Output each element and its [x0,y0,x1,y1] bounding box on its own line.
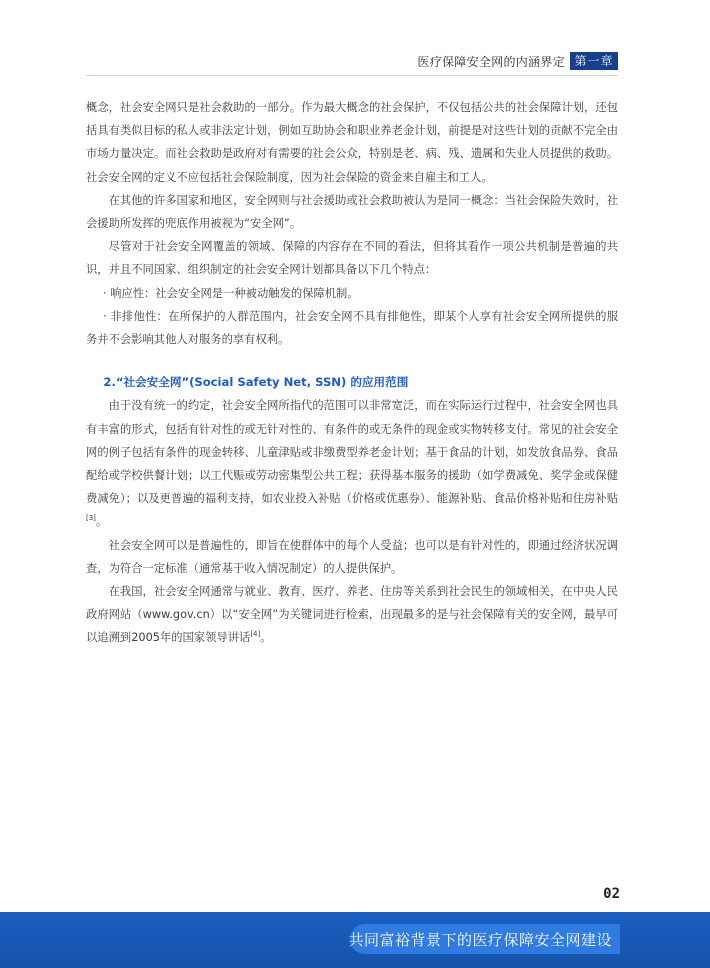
paragraph [86,580,618,650]
footer-band [0,912,710,968]
paragraph: 概念，社会安全网只是社会救助的一部分。作为最大概念的社会保护，不仅包括公共的社会保障计划，还包括具有类似目标的私人或非法定计划，例如互助协会和职业养老金计划，前提是对这些计划的贡献不完全由市场力量决定。而社会救助是政府对有需要的社会公众，特别是老、病、残、遗属和失业人员提供的救助。社会安全网的定义不应包括社会保险制度，因为社会保险的资金来自雇主和工人。 [86,101,618,184]
bullet-item: · 非排他性：在所保护的人群范围内，社会安全网不具有排他性，即某个人享有社会安全网所提供的服务并不会影响其他人对服务的享有权利。 [86,309,618,347]
bullet-item: · 响应性：社会安全网是一种被动触发的保障机制。 [102,286,359,300]
page-number: 02 [603,886,620,902]
paragraph-end: 。 [260,631,272,645]
paragraph [86,394,618,533]
body-text [86,96,618,650]
paragraph: 尽管对于社会安全网覆盖的领域、保障的内容存在不同的看法，但将其看作一项公共机制是普遍的共识，并且不同国家、组织制定的社会安全网计划都具备以下几个特点： [86,240,618,277]
chapter-badge: 第一章 [570,52,618,70]
running-header [0,48,710,74]
paragraph-end: 。 [95,515,108,529]
section-heading: 2.“社会安全网”(Social Safety Net, SSN) 的应用范围 [103,375,409,390]
paragraph: 社会安全网可以是普遍性的，即旨在使群体中的每个人受益；也可以是有针对性的，即通过经济状况调查，为符合一定标准（通常基于收入情况制定）的人提供保护。 [86,538,618,575]
paragraph: 在其他的许多国家和地区，安全网则与社会援助或社会救助被认为是同一概念：当社会保险失效时，社会援助所发挥的兜底作用被视为“安全网”。 [86,193,618,231]
header-divider [86,75,618,76]
footer-title: 共同富裕背景下的医疗保障安全网建设 [348,931,612,949]
citation-ref[interactable]: [3] [86,514,96,523]
citation-ref[interactable]: [4] [250,630,261,639]
paragraph-text: 在我国，社会安全网通常与就业、教育、医疗、养老、住房等关系到社会民生的领域相关，在中央人民政府网站（www.gov.cn）以“安全网”为关键词进行检索，出现最多的是与社会保障有关的安全网，最早可以追溯到2005年的国家领导讲话 [86,585,618,645]
paragraph-text: 由于没有统一的约定，社会安全网所指代的范围可以非常宽泛，而在实际运行过程中，社会安全网也具有丰富的形式，包括有针对性的或无针对性的、有条件的或无条件的现金或实物转移支付。常见的社会安全网的例子包括有条件的现金转移、儿童津贴或非缴费型养老金计划；基于食品的计划，如发放食品券、食品配给或学校供餐计划；以工代赈或劳动密集型公共工程；获得基本服务的援助（如学费减免、奖学金或保健费减免）；以及更普遍的福利支持，如农业投入补贴（价格或优惠券）、能源补贴、食品价格补贴和住房补贴 [86,399,618,506]
header-title: 医疗保障安全网的内涵界定 [417,55,565,69]
